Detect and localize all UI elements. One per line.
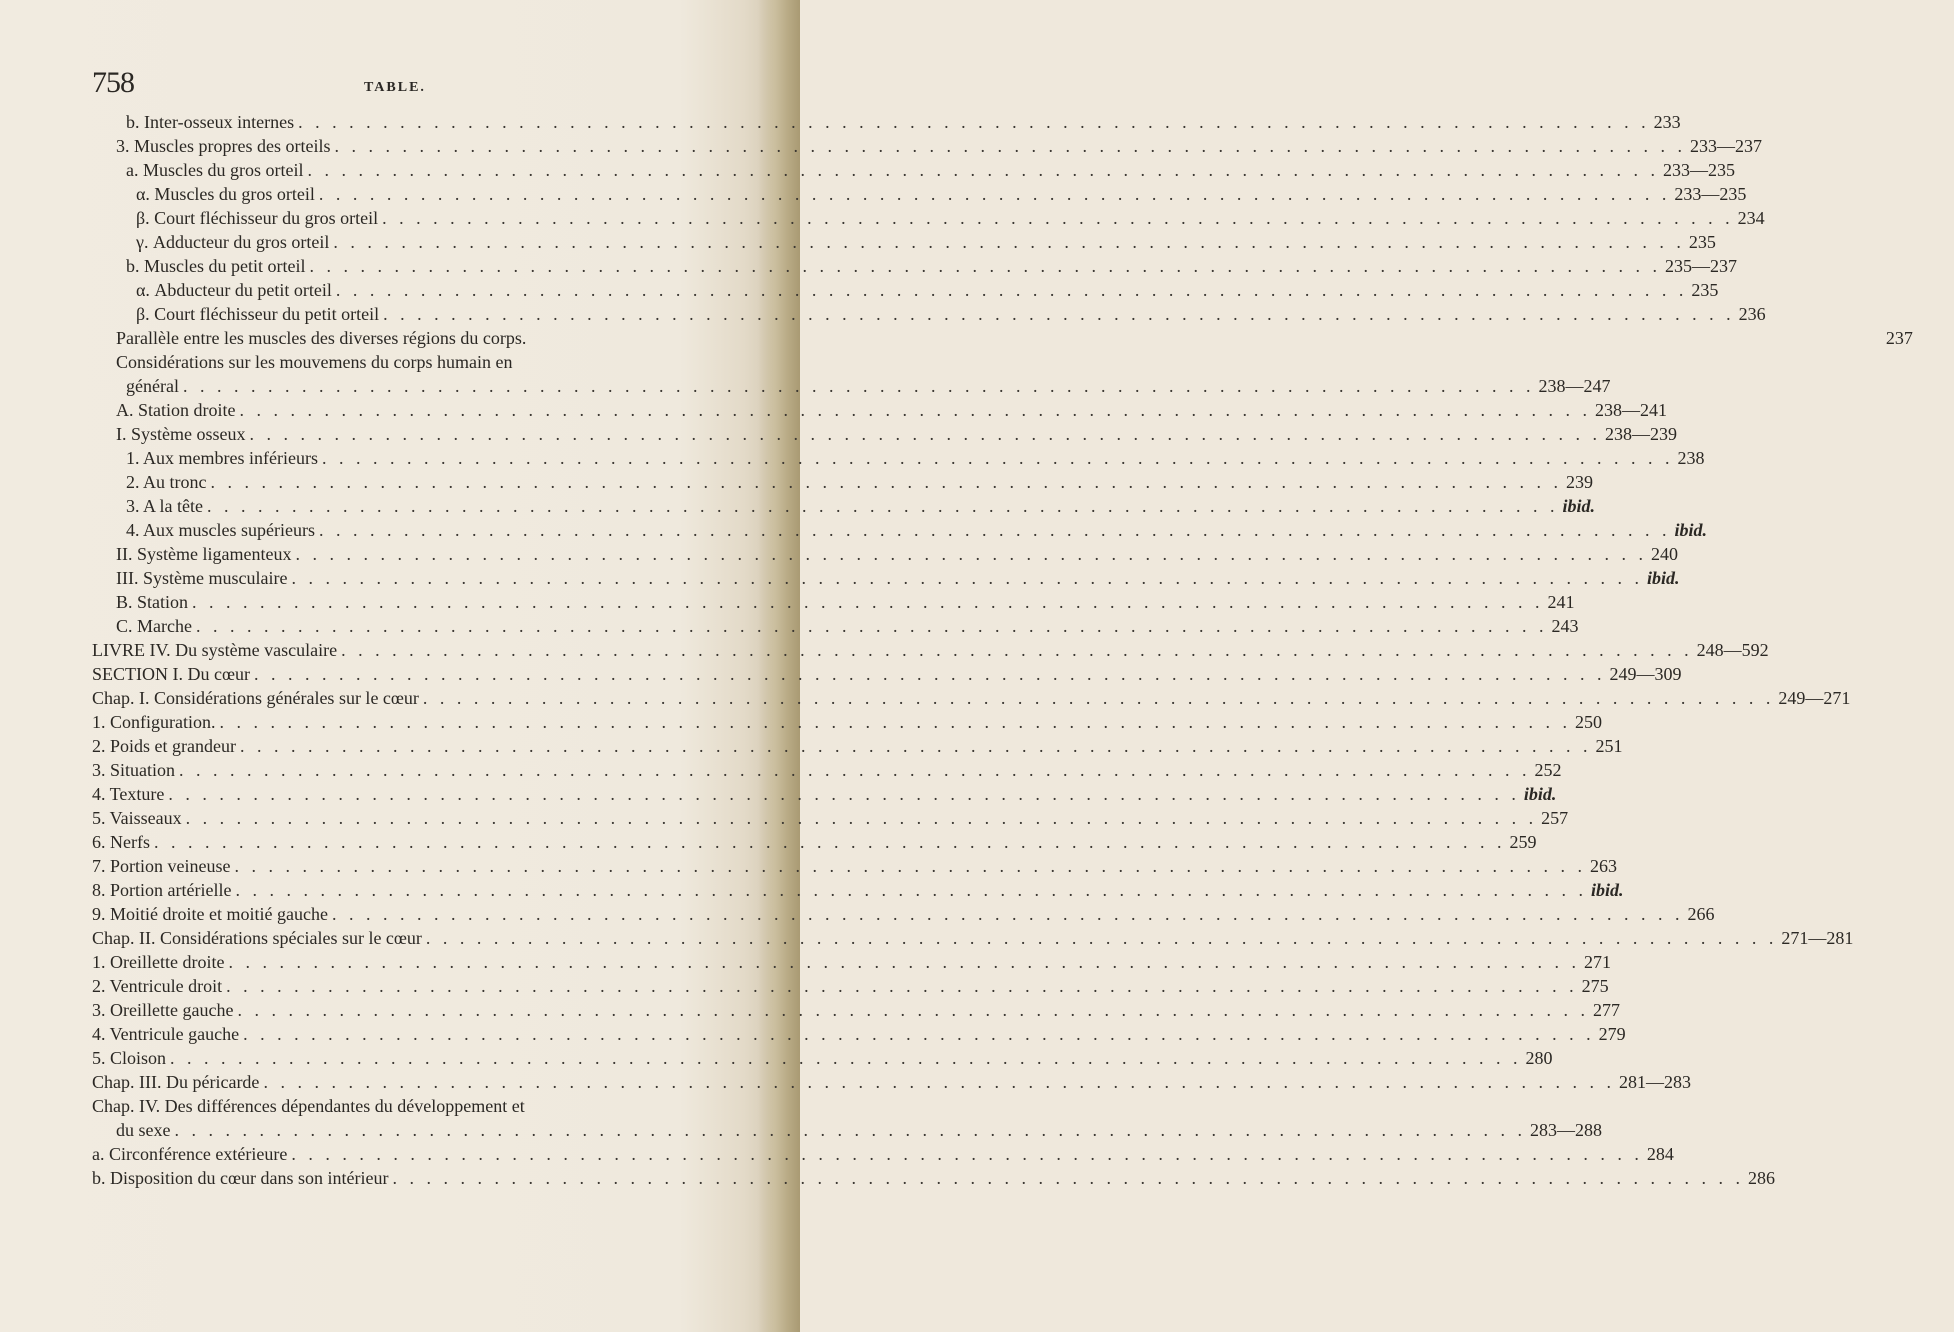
toc-entry	[92, 374, 1611, 398]
toc-entry	[92, 230, 1716, 254]
toc-entry	[92, 158, 1735, 182]
toc-entry-page: 250	[1575, 712, 1602, 732]
toc-entry-page: 248—592	[1696, 640, 1769, 660]
toc-entry	[92, 206, 1765, 230]
dot-leader	[220, 710, 1572, 734]
toc-entry-label: 2. Au tronc	[126, 472, 207, 492]
toc-entry-label: b. Inter-osseux internes	[126, 112, 295, 132]
toc-entry-label: 6. Nerfs	[92, 832, 150, 852]
toc-entry-page: 249—309	[1609, 664, 1682, 684]
dot-leader	[196, 614, 1548, 638]
dot-leader	[186, 806, 1538, 830]
toc-entry	[92, 758, 1562, 782]
dot-leader	[170, 1046, 1522, 1070]
toc-entry-label: général	[126, 376, 179, 396]
toc-entry	[92, 806, 1569, 830]
toc-entry-page: 266	[1687, 904, 1715, 924]
toc-entry-page: 252	[1534, 760, 1562, 780]
toc-entry	[92, 854, 1617, 878]
toc-entry-label: du sexe	[116, 1120, 171, 1140]
toc-entry	[92, 638, 1769, 662]
toc-entry-page: ibid.	[1590, 880, 1624, 900]
toc-entry-label: a. Circonférence extérieure	[92, 1144, 288, 1164]
toc-entry-label: 5. Vaisseaux	[92, 808, 182, 828]
toc-entry-label: I. Système osseux	[116, 424, 246, 444]
toc-entry	[92, 398, 1667, 422]
toc-entry	[92, 494, 1595, 518]
toc-entry-page: 237	[1885, 328, 1913, 348]
dot-leader	[154, 830, 1506, 854]
dot-leader	[319, 518, 1671, 542]
toc-entry	[92, 926, 1854, 950]
toc-entry-label: β. Court fléchisseur du petit orteil	[136, 304, 380, 324]
toc-entry-page: 240	[1650, 544, 1678, 564]
toc-entry-label: β. Court fléchisseur du gros orteil	[136, 208, 379, 228]
toc-entry-page: 239	[1566, 472, 1593, 492]
toc-entry-label: 1. Oreillette droite	[92, 952, 225, 972]
toc-entry-label: 3. Muscles propres des orteils	[116, 136, 331, 156]
toc-entry	[92, 734, 1623, 758]
dot-leader	[234, 854, 1586, 878]
toc-entry	[92, 110, 1681, 134]
dot-leader	[235, 878, 1587, 902]
toc-entry-label: C. Marche	[116, 616, 192, 636]
toc-entry-label: b. Muscles du petit orteil	[126, 256, 306, 276]
toc-entry-page: 243	[1551, 616, 1579, 636]
toc-entry	[92, 350, 680, 374]
toc-entry-page: 235	[1691, 280, 1719, 300]
toc-entry	[92, 326, 1913, 350]
toc-entry-label: A. Station droite	[116, 400, 236, 420]
toc-entry-page: 257	[1541, 808, 1569, 828]
toc-entry-label: α. Muscles du gros orteil	[136, 184, 315, 204]
dot-leader	[322, 446, 1674, 470]
toc-entry-page: 238—241	[1595, 400, 1667, 420]
toc-entry-page: 271—281	[1781, 928, 1854, 948]
toc-entry-label: Chap. II. Considérations spéciales sur le cœur	[92, 928, 422, 948]
toc-entry-label: Considérations sur les mouvemens du corps humain en	[116, 352, 513, 372]
toc-entry	[92, 422, 1677, 446]
toc-entry-label: b. Disposition du cœur dans son intérieur	[92, 1168, 389, 1188]
dot-leader	[211, 470, 1563, 494]
dot-leader	[243, 1022, 1595, 1046]
toc-entry	[92, 686, 1851, 710]
dot-leader	[423, 686, 1775, 710]
dot-leader	[174, 1118, 1526, 1142]
dot-leader	[334, 134, 1686, 158]
toc-entry	[92, 902, 1715, 926]
toc-entry-label: 3. Oreillette gauche	[92, 1000, 234, 1020]
toc-entry	[92, 566, 1680, 590]
dot-leader	[298, 110, 1650, 134]
toc-entry-label: 3. A la tête	[126, 496, 203, 516]
toc-entry-page: 238—239	[1605, 424, 1677, 444]
dot-leader	[333, 230, 1685, 254]
toc-entry-label: Chap. IV. Des différences dépendantes du développement et	[92, 1096, 525, 1116]
toc-entry	[92, 662, 1682, 686]
toc-entry-page: 236	[1738, 304, 1766, 324]
dot-leader	[263, 1070, 1615, 1094]
toc-entry	[92, 254, 1737, 278]
toc-entry-page: 238	[1677, 448, 1705, 468]
toc-entry-label: Chap. I. Considérations générales sur le cœur	[92, 688, 419, 708]
dot-leader	[168, 782, 1520, 806]
toc-entry	[92, 950, 1611, 974]
toc-entry-label: γ. Adducteur du gros orteil	[136, 232, 330, 252]
dot-leader	[179, 758, 1531, 782]
dot-leader	[240, 398, 1592, 422]
toc-entry-page: ibid.	[1523, 784, 1557, 804]
toc-entry	[92, 446, 1705, 470]
toc-entry	[92, 614, 1579, 638]
dot-leader	[250, 422, 1602, 446]
dot-leader	[226, 974, 1578, 998]
toc-entry	[92, 830, 1537, 854]
toc-entry-page: 275	[1581, 976, 1609, 996]
toc-entry	[92, 1022, 1626, 1046]
toc-entry	[92, 878, 1624, 902]
toc-entry-label: 4. Aux muscles supérieurs	[126, 520, 315, 540]
toc-entry-page: 280	[1525, 1048, 1553, 1068]
toc-entry-page: 277	[1592, 1000, 1620, 1020]
toc-entry-page: 283—288	[1529, 1120, 1602, 1140]
toc-entry-label: Chap. III. Du péricarde	[92, 1072, 260, 1092]
toc-entry	[92, 1142, 1674, 1166]
page-header	[92, 66, 692, 106]
toc-entry-page: 235	[1688, 232, 1716, 252]
toc-entry	[92, 782, 1557, 806]
toc-entry	[92, 998, 1620, 1022]
dot-leader	[254, 662, 1606, 686]
dot-leader	[237, 998, 1589, 1022]
toc-entry-label: Parallèle entre les muscles des diverses régions du corps.	[116, 328, 527, 348]
toc-entry-page: 241	[1547, 592, 1575, 612]
toc-entry	[92, 470, 1593, 494]
toc-entry-label: LIVRE IV. Du système vasculaire	[92, 640, 338, 660]
dot-leader	[192, 590, 1544, 614]
toc-entry-page: 284	[1646, 1144, 1674, 1164]
toc-entry-page: 233—235	[1674, 184, 1747, 204]
toc-entry-page: 249—271	[1778, 688, 1851, 708]
toc-entry	[92, 1118, 1602, 1142]
dot-leader	[382, 206, 1734, 230]
page-number: 758	[92, 66, 134, 99]
dot-leader	[307, 158, 1659, 182]
toc-entry	[92, 1166, 1775, 1190]
toc-entry-page: ibid.	[1646, 568, 1680, 588]
toc-entry-label: a. Muscles du gros orteil	[126, 160, 304, 180]
toc-entry	[92, 518, 1707, 542]
toc-entry-label: 3. Situation	[92, 760, 176, 780]
toc-entry-label: 4. Ventricule gauche	[92, 1024, 240, 1044]
toc-entry-label: 5. Cloison	[92, 1048, 167, 1068]
toc-entry-label: B. Station	[116, 592, 189, 612]
toc-entry	[92, 710, 1602, 734]
toc-entry-page: 251	[1595, 736, 1623, 756]
toc-entry-page: 238—247	[1538, 376, 1611, 396]
toc-entry-label: 9. Moitié droite et moitié gauche	[92, 904, 328, 924]
toc-entry-label: 1. Configuration.	[92, 712, 216, 732]
toc-entry	[92, 590, 1575, 614]
toc-entry-label: 1. Aux membres inférieurs	[126, 448, 318, 468]
table-of-contents	[92, 110, 1913, 1190]
toc-entry-page: 279	[1598, 1024, 1626, 1044]
toc-entry-page: 233—235	[1662, 160, 1735, 180]
toc-entry-page: 234	[1737, 208, 1765, 228]
toc-entry-label: 2. Ventricule droit	[92, 976, 223, 996]
toc-entry-page: 233	[1653, 112, 1681, 132]
toc-entry-label: SECTION I. Du cœur	[92, 664, 250, 684]
toc-entry-page: ibid.	[1562, 496, 1595, 516]
toc-entry-label: III. Système musculaire	[116, 568, 288, 588]
toc-entry-label: 4. Texture	[92, 784, 165, 804]
toc-entry	[92, 1094, 680, 1118]
toc-entry-label: 2. Poids et grandeur	[92, 736, 236, 756]
toc-entry-label: α. Abducteur du petit orteil	[136, 280, 332, 300]
toc-entry-page: 286	[1747, 1168, 1775, 1188]
dot-leader	[392, 1166, 1744, 1190]
toc-entry	[92, 1070, 1691, 1094]
dot-leader	[183, 374, 1535, 398]
toc-entry	[92, 974, 1609, 998]
dot-leader	[319, 182, 1671, 206]
toc-entry-page: 233—237	[1689, 136, 1762, 156]
dot-leader	[207, 494, 1559, 518]
toc-entry-label: 8. Portion artérielle	[92, 880, 232, 900]
toc-entry	[92, 182, 1747, 206]
dot-leader	[291, 1142, 1643, 1166]
toc-entry	[92, 302, 1766, 326]
running-title: TABLE.	[364, 80, 426, 95]
dot-leader	[383, 302, 1735, 326]
toc-entry-page: 235—237	[1664, 256, 1737, 276]
dot-leader	[295, 542, 1647, 566]
toc-entry	[92, 542, 1678, 566]
dot-leader	[228, 950, 1580, 974]
toc-entry	[92, 1046, 1553, 1070]
toc-entry-page: 263	[1589, 856, 1617, 876]
toc-entry	[92, 278, 1719, 302]
dot-leader	[341, 638, 1693, 662]
toc-entry-page: ibid.	[1674, 520, 1707, 540]
toc-entry-page: 281—283	[1618, 1072, 1691, 1092]
toc-entry	[92, 134, 1762, 158]
dot-leader	[332, 902, 1684, 926]
dot-leader	[309, 254, 1661, 278]
toc-entry-page: 259	[1509, 832, 1537, 852]
dot-leader	[426, 926, 1778, 950]
dot-leader	[291, 566, 1643, 590]
toc-entry-label: 7. Portion veineuse	[92, 856, 231, 876]
toc-entry-page: 271	[1583, 952, 1611, 972]
dot-leader	[336, 278, 1688, 302]
dot-leader	[240, 734, 1592, 758]
toc-entry-label: II. Système ligamenteux	[116, 544, 292, 564]
